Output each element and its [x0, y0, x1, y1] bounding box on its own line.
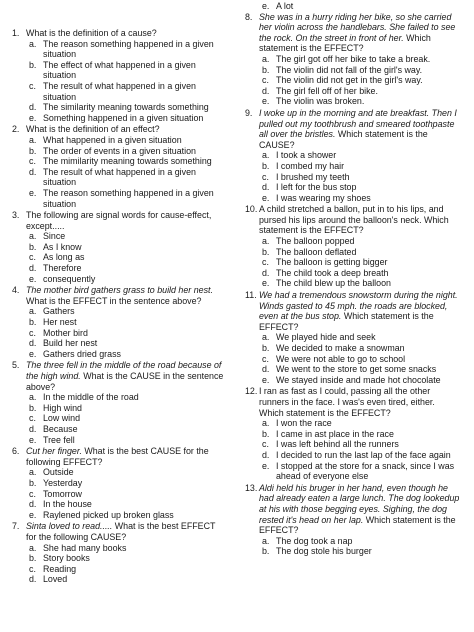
- option-text: The dog took a nap: [276, 535, 353, 546]
- question: [245, 290, 461, 332]
- question-number: 2.: [12, 124, 20, 135]
- question-prompt: Which statement is the EFFECT?: [259, 514, 456, 536]
- option-letter: b.: [262, 160, 270, 171]
- option: [262, 96, 461, 107]
- question-text: [259, 204, 461, 236]
- option: [262, 75, 461, 86]
- option-letter: b.: [29, 402, 37, 413]
- option-letter: b.: [262, 246, 270, 257]
- question-text: [259, 108, 461, 150]
- option-text: I brushed my teeth: [276, 171, 350, 182]
- option-letter: a.: [262, 535, 270, 546]
- option-text: We were not able to go to school: [276, 353, 406, 364]
- question: [245, 12, 461, 54]
- option: [262, 546, 461, 557]
- option: [29, 553, 228, 564]
- option-text: Raylened picked up broken glass: [43, 509, 174, 520]
- option: [29, 467, 228, 478]
- question: [245, 204, 461, 236]
- option-letter: b.: [262, 343, 270, 353]
- option-letter: d.: [29, 574, 37, 585]
- question-scenario: Aldi held his bruger in her hand, even though he had already eaten a large lunch. The dog lookedup at his with those begging eyes. Sighing, the dog rested it's head on her lap.: [259, 482, 460, 525]
- option-letter: e.: [262, 278, 270, 289]
- option: [262, 418, 461, 429]
- question-text: [259, 483, 461, 536]
- option-text: Build her nest: [43, 338, 98, 349]
- option-text: The reason something happened in a given situation: [43, 38, 214, 60]
- option-letter: a.: [29, 392, 37, 403]
- option-letter: c.: [29, 563, 36, 574]
- option-letter: b.: [29, 477, 37, 488]
- option-text: Low wind: [43, 413, 80, 424]
- option-text: consequently: [43, 273, 96, 284]
- option-text: Her nest: [43, 317, 77, 328]
- option-letter: d.: [262, 449, 270, 460]
- option-letter: d.: [29, 166, 37, 177]
- option-letter: a.: [29, 467, 37, 478]
- option-text: The effect of what happened in a given situation: [43, 59, 196, 81]
- option: [29, 338, 228, 349]
- option-letter: d.: [262, 182, 270, 193]
- option-text: We stayed inside and made hot chocolate: [276, 374, 441, 385]
- option-text: I took a shower: [276, 150, 337, 161]
- question: [12, 285, 228, 306]
- option-letter: c.: [262, 439, 269, 450]
- option-letter: b.: [29, 241, 37, 252]
- question: [245, 108, 461, 150]
- option-text: Reading: [43, 563, 77, 574]
- option: [29, 242, 228, 253]
- option-text: Tree fell: [43, 434, 75, 445]
- option-letter: a.: [262, 418, 270, 429]
- option-letter: d.: [262, 85, 270, 96]
- question-number: 11.: [245, 290, 257, 301]
- option-text: In the house: [43, 499, 92, 510]
- question-prompt: What is the best CAUSE for the following EFFECT?: [26, 446, 209, 467]
- question: [12, 210, 228, 231]
- option: [29, 349, 228, 360]
- question-text: [26, 210, 228, 231]
- option-letter: a.: [262, 332, 270, 343]
- option: [29, 113, 228, 124]
- question-scenario: The three fell in the middle of the road because of the high wind.: [26, 360, 222, 381]
- question-number: 3.: [12, 210, 20, 221]
- option-letter: c.: [29, 80, 36, 91]
- option-text: The balloon deflated: [276, 246, 357, 257]
- option-text: The girl got off her bike to take a break.: [276, 53, 431, 64]
- option: [262, 172, 461, 183]
- option-text: The balloon is getting bigger: [276, 257, 388, 268]
- option-letter: d.: [29, 423, 37, 434]
- option-text: The order of events in a given situation: [43, 145, 196, 156]
- option-letter: b.: [29, 553, 37, 564]
- question-text: [26, 360, 228, 392]
- option-letter: c.: [262, 353, 269, 364]
- option: [29, 146, 228, 157]
- question-text: [26, 446, 228, 467]
- option-letter: c.: [29, 413, 36, 424]
- option: [29, 424, 228, 435]
- option: [29, 328, 228, 339]
- option-letter: a.: [29, 134, 37, 145]
- option: [262, 429, 461, 440]
- option-text: The violin did not get in the girl's way.: [276, 75, 423, 86]
- question-text: [259, 12, 461, 54]
- spacer: [12, 585, 228, 586]
- option-letter: a.: [29, 306, 37, 317]
- option: [29, 499, 228, 510]
- option: [262, 332, 461, 343]
- question-number: 4.: [12, 285, 20, 296]
- option: [29, 574, 228, 585]
- question-number: 9.: [245, 107, 253, 118]
- option-letter: b.: [29, 317, 37, 328]
- option: [262, 150, 461, 161]
- question-number: 12.: [245, 386, 258, 397]
- question-text: [259, 386, 461, 418]
- question-text: [26, 285, 228, 306]
- option: [262, 247, 461, 258]
- option-text: Story books: [43, 553, 90, 564]
- option: [29, 317, 228, 328]
- option-letter: e.: [29, 434, 37, 445]
- option-text: I was wearing my shoes: [276, 192, 371, 203]
- option-text: I left for the bus stop: [276, 182, 357, 193]
- option-text: High wind: [43, 402, 82, 413]
- option-text: As long as: [43, 252, 85, 263]
- question-number: 6.: [12, 446, 20, 457]
- option-letter: b.: [262, 546, 270, 557]
- question-text: [26, 28, 228, 39]
- option-letter: b.: [29, 59, 37, 70]
- question: [12, 28, 228, 39]
- question-prompt: What is the definition of an effect?: [26, 124, 160, 135]
- option-letter: d.: [29, 338, 37, 349]
- option-text: I won the race: [276, 418, 332, 429]
- option: [29, 510, 228, 521]
- option-text: Mother bird: [43, 327, 88, 338]
- option: [262, 354, 461, 365]
- question-prompt: What is the definition of a cause?: [26, 28, 157, 38]
- option: [262, 461, 461, 482]
- question-prompt: A child stretched a ballon, put in to his lips, and pursed his lips around the balloon's neck. Which statement is the EFFECT?: [259, 204, 449, 236]
- option: [262, 1, 461, 12]
- option-text: In the middle of the road: [43, 392, 139, 403]
- option: [29, 435, 228, 446]
- option-text: Gathers: [43, 306, 75, 317]
- option: [29, 543, 228, 554]
- question-prompt: What is the EFFECT in the sentence above?: [26, 295, 202, 306]
- option: [262, 375, 461, 386]
- option-letter: e.: [262, 192, 270, 203]
- option-text: Therefore: [43, 263, 82, 274]
- question-text: [259, 290, 461, 332]
- question-scenario: I woke up in the morning and ate breakfast. Then I pulled out my toothbrush and smeared toothpaste all over the bristles.: [259, 107, 457, 140]
- question-prompt: Which statement is the CAUSE?: [259, 129, 428, 150]
- option: [29, 167, 228, 188]
- option-letter: c.: [262, 171, 269, 182]
- question: [12, 124, 228, 135]
- question: [245, 386, 461, 418]
- option-text: The result of what happened in a given situation: [43, 166, 196, 188]
- option: [29, 135, 228, 146]
- option-letter: e.: [262, 1, 270, 11]
- option-letter: c.: [29, 156, 36, 167]
- option: [262, 450, 461, 461]
- option-text: What happened in a given situation: [43, 134, 182, 145]
- question-prompt: Which statement is the EFFECT?: [259, 32, 431, 54]
- option-letter: c.: [29, 252, 36, 263]
- option-letter: a.: [29, 38, 37, 49]
- option: [29, 489, 228, 500]
- option-text: A lot: [276, 1, 294, 11]
- option-text: We played hide and seek: [276, 332, 376, 343]
- question-scenario: Sinta loved to read.....: [26, 521, 113, 532]
- option: [29, 60, 228, 81]
- option: [29, 564, 228, 575]
- question-scenario: The mother bird gathers grass to build her nest.: [26, 285, 213, 296]
- option: [29, 188, 228, 209]
- option: [262, 364, 461, 375]
- option: [262, 182, 461, 193]
- option-text: The violin was broken.: [276, 96, 365, 107]
- option-text: We went to the store to get some snacks: [276, 364, 437, 375]
- question-number: 13.: [245, 482, 258, 493]
- option: [262, 86, 461, 97]
- option: [29, 413, 228, 424]
- option-letter: e.: [29, 187, 37, 198]
- option-letter: e.: [29, 273, 37, 284]
- spacer: [245, 557, 461, 558]
- option-text: Outside: [43, 467, 74, 478]
- option-letter: d.: [29, 499, 37, 510]
- question-prompt: What is the best EFFECT for the following CAUSE?: [26, 521, 216, 542]
- option: [29, 403, 228, 414]
- option-letter: c.: [262, 257, 269, 268]
- option-letter: b.: [29, 145, 37, 156]
- option-text: She had many books: [43, 542, 127, 553]
- option-text: Since: [43, 231, 66, 242]
- option-text: As I know: [43, 241, 82, 252]
- option-letter: d.: [262, 364, 270, 375]
- option-letter: e.: [29, 509, 37, 520]
- option-letter: a.: [262, 53, 270, 64]
- question-prompt: What is the CAUSE in the sentence above?: [26, 371, 224, 392]
- question-number: 5.: [12, 360, 20, 371]
- option-text: The violin did not fall of the girl's way.: [276, 64, 423, 75]
- question-scenario: We had a tremendous snowstorm during the night. Winds gasted to 45 mph. the roads are blocked, even at the bus stop.: [259, 290, 458, 322]
- option-letter: e.: [29, 112, 37, 123]
- option-text: Gathers dried grass: [43, 348, 121, 359]
- option-text: Tomorrow: [43, 488, 82, 499]
- option-text: The dog stole his burger: [276, 546, 372, 557]
- option-text: The balloon popped: [276, 236, 355, 247]
- option-letter: e.: [262, 96, 270, 107]
- option-text: The reason something happened in a given situation: [43, 187, 214, 209]
- option-text: Loved: [43, 574, 68, 585]
- option: [29, 306, 228, 317]
- question-number: 1.: [12, 28, 20, 38]
- option-letter: e.: [262, 374, 270, 385]
- question-scenario: Cut her finger.: [26, 446, 82, 457]
- option-text: The similarity meaning towards something: [43, 102, 209, 113]
- option: [262, 257, 461, 268]
- option: [262, 236, 461, 247]
- option: [29, 102, 228, 113]
- option-text: I was left behind all the runners: [276, 439, 399, 450]
- option: [29, 81, 228, 102]
- question-number: 7.: [12, 521, 20, 532]
- option: [29, 231, 228, 242]
- option: [29, 478, 228, 489]
- option-text: The child blew up the balloon: [276, 278, 391, 289]
- option-text: I decided to run the last lap of the face again: [276, 449, 451, 460]
- option-text: I came in ast place in the race: [276, 428, 394, 439]
- option-letter: d.: [29, 263, 37, 274]
- option: [29, 274, 228, 285]
- question-number: 8.: [245, 11, 253, 22]
- option-text: I combed my hair: [276, 160, 345, 171]
- option-letter: e.: [29, 348, 37, 359]
- question-text: [26, 124, 228, 135]
- option-text: Because: [43, 423, 78, 434]
- option: [29, 156, 228, 167]
- option: [262, 439, 461, 450]
- option-text: The child took a deep breath: [276, 267, 389, 278]
- option: [29, 252, 228, 263]
- question-prompt: Which statement is the EFFECT?: [259, 311, 434, 332]
- question-text: [26, 521, 228, 542]
- option-letter: a.: [29, 542, 37, 553]
- option-text: Yesterday: [43, 477, 83, 488]
- question-number: 10.: [245, 204, 258, 215]
- option-letter: b.: [262, 428, 270, 439]
- option-text: I stopped at the store for a snack, since I was ahead of everyone else: [276, 460, 455, 482]
- option-letter: c.: [29, 488, 36, 499]
- question: [12, 360, 228, 392]
- option: [262, 268, 461, 279]
- question-prompt: The following are signal words for cause-effect, except.....: [26, 210, 212, 231]
- option: [262, 193, 461, 204]
- option-letter: d.: [29, 102, 37, 113]
- option: [262, 536, 461, 547]
- option-letter: e.: [262, 460, 270, 471]
- option: [262, 54, 461, 65]
- option-letter: c.: [262, 75, 269, 86]
- option-letter: a.: [29, 231, 37, 242]
- option-letter: c.: [29, 327, 36, 338]
- question-prompt: I ran as fast as I could, passing all the other runners in the face. I was's even tired, either. Which statement is the EFFECT?: [259, 386, 435, 418]
- option-text: Something happened in a given situation: [43, 112, 204, 123]
- option: [29, 263, 228, 274]
- option: [29, 392, 228, 403]
- option-text: The mimilarity meaning towards something: [43, 156, 212, 167]
- option: [262, 343, 461, 354]
- option-text: The girl fell off of her bike.: [276, 85, 378, 96]
- option-letter: a.: [262, 150, 270, 161]
- option-text: The result of what happened in a given situation: [43, 80, 196, 102]
- question-scenario: She was in a hurry riding her bike, so she carried her violin across the handlebars. She failed to see the rock. On the street in front of her.: [259, 11, 456, 43]
- option-letter: d.: [262, 267, 270, 278]
- option-letter: a.: [262, 236, 270, 247]
- option: [262, 65, 461, 76]
- question: [12, 446, 228, 467]
- option: [29, 39, 228, 60]
- question: [12, 521, 228, 542]
- question: [245, 483, 461, 536]
- option: [262, 278, 461, 289]
- option-text: We decided to make a snowman: [276, 343, 405, 353]
- left-column: [12, 28, 228, 586]
- option-letter: b.: [262, 64, 270, 75]
- right-column: [245, 1, 461, 558]
- option: [262, 161, 461, 172]
